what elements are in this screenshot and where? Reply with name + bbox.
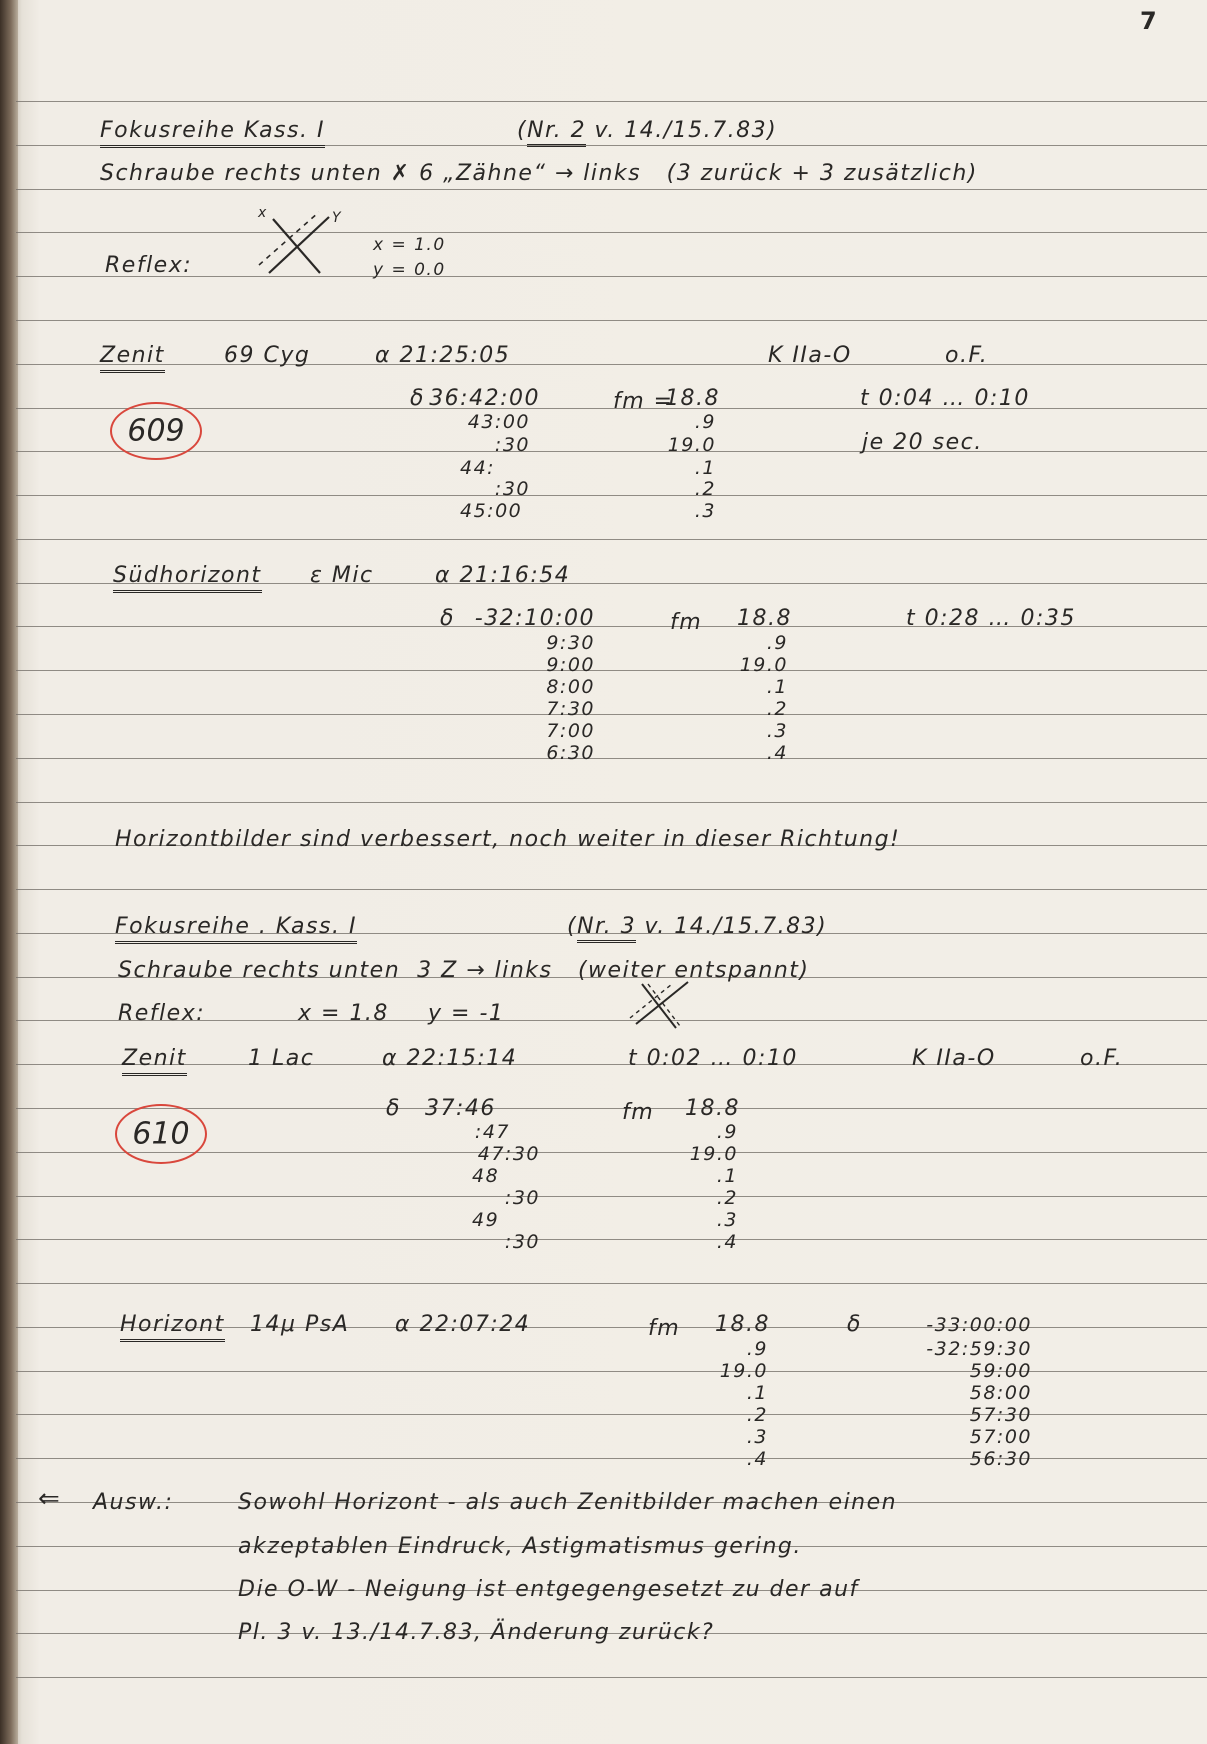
zenit2-delta-label: δ xyxy=(386,1096,401,1121)
zenit1-fm-4: .2 xyxy=(694,478,716,500)
zenit2-filter: o.F. xyxy=(1080,1046,1124,1071)
zenit2-alpha: α 22:15:14 xyxy=(382,1046,518,1071)
horizont-delta-3: 58:00 xyxy=(969,1382,1032,1404)
zenit1-delta-label: δ xyxy=(410,386,425,411)
reflex-label: Reflex: xyxy=(105,253,193,278)
ruled-line xyxy=(16,670,1207,671)
zenit1-exposure: je 20 sec. xyxy=(862,430,983,455)
zenit2-fm-4: .2 xyxy=(716,1187,738,1209)
zenit1-delta-2: :30 xyxy=(494,434,530,456)
horizont-object: 14μ PsA xyxy=(250,1312,350,1337)
sued-fm-3: .1 xyxy=(766,676,788,698)
section1-ref xyxy=(517,118,777,144)
sued-delta-4: 7:30 xyxy=(546,698,595,720)
zenit1-filter: o.F. xyxy=(945,343,989,368)
zenit2-fm-3: .1 xyxy=(716,1165,738,1187)
section2-reflex-y: y = -1 xyxy=(428,1001,505,1026)
horizont-delta-0: -33:00:00 xyxy=(926,1314,1032,1336)
plate-number-circle xyxy=(110,402,202,460)
horizont-fm-label: fm xyxy=(648,1316,681,1341)
ruled-line xyxy=(16,364,1207,365)
section2-reflex-label: Reflex: xyxy=(118,1001,206,1026)
reflex-cross-icon xyxy=(628,978,698,1033)
section1-title: Fokusreihe Kass. I xyxy=(100,118,325,148)
zenit1-fm-2: 19.0 xyxy=(667,434,716,456)
zenit1-delta-5: 45:00 xyxy=(460,500,523,522)
sued-alpha: α 21:16:54 xyxy=(435,563,571,588)
ref-prefix: ( xyxy=(517,118,528,143)
ruled-line xyxy=(16,451,1207,452)
sued-delta-1: 9:30 xyxy=(546,632,595,654)
ref-number: Nr. 3 xyxy=(577,914,636,943)
ruled-line xyxy=(16,758,1207,759)
zenit2-fm-2: 19.0 xyxy=(689,1143,738,1165)
evaluation-line-2: akzeptablen Eindruck, Astigmatismus gering. xyxy=(238,1534,802,1559)
horizont-alpha: α 22:07:24 xyxy=(395,1312,531,1337)
ruled-line xyxy=(16,1283,1207,1284)
zenit2-time: t 0:02 … 0:10 xyxy=(628,1046,798,1071)
zenit1-label: Zenit xyxy=(100,343,165,373)
zenit2-delta-3: 48 xyxy=(472,1165,500,1187)
notebook-binding xyxy=(0,0,18,1744)
ruled-line xyxy=(16,101,1207,102)
ruled-line xyxy=(16,889,1207,890)
horizont-fm-4: .2 xyxy=(746,1404,768,1426)
zenit2-delta-4: :30 xyxy=(504,1187,540,1209)
section2-ref xyxy=(567,914,827,940)
zenit1-delta-0: 36:42:00 xyxy=(429,386,540,411)
horizont-delta-6: 56:30 xyxy=(969,1448,1032,1470)
ruled-line xyxy=(16,495,1207,496)
zenit1-delta-3: 44: xyxy=(460,457,496,479)
zenit2-fm-1: .9 xyxy=(716,1121,738,1143)
zenit1-fm-1: .9 xyxy=(694,411,716,433)
sued-delta-5: 7:00 xyxy=(546,720,595,742)
ruled-line xyxy=(16,1108,1207,1109)
evaluation-line-1: Sowohl Horizont - als auch Zenitbilder machen einen xyxy=(238,1490,898,1515)
zenit2-delta-6: :30 xyxy=(504,1231,540,1253)
ruled-line xyxy=(16,802,1207,803)
zenit2-label: Zenit xyxy=(122,1046,187,1076)
zenit1-fm-5: .3 xyxy=(694,500,716,522)
sued-fm-4: .2 xyxy=(766,698,788,720)
horizont-fm-1: .9 xyxy=(746,1338,768,1360)
sued-object: ε Mic xyxy=(310,563,374,588)
ruled-line xyxy=(16,539,1207,540)
sued-fm-label: fm xyxy=(670,610,703,635)
zenit1-time: t 0:04 … 0:10 xyxy=(860,386,1030,411)
evaluation-line-4: Pl. 3 v. 13./14.7.83, Änderung zurück? xyxy=(238,1620,715,1645)
section1-screw-line: Schraube rechts unten ✗ 6 „Zähne“ → links (3 zurück + 3 zusätzlich) xyxy=(100,161,978,186)
sued-delta-6: 6:30 xyxy=(546,742,595,764)
horizont-delta-label: δ xyxy=(847,1312,862,1337)
zenit1-delta-1: 43:00 xyxy=(467,411,530,433)
ruled-line xyxy=(16,1196,1207,1197)
zenit2-fm-0: 18.8 xyxy=(685,1096,740,1121)
zenit1-fm-3: .1 xyxy=(694,457,716,479)
page-number: 7 xyxy=(1140,7,1159,35)
zenit1-delta-4: :30 xyxy=(494,478,530,500)
horizont-delta-2: 59:00 xyxy=(969,1360,1032,1382)
section2-title: Fokusreihe . Kass. I xyxy=(115,914,357,944)
sued-fm-2: 19.0 xyxy=(739,654,788,676)
ruled-line xyxy=(16,276,1207,277)
zenit2-plate: K IIa-O xyxy=(912,1046,996,1071)
sued-delta-0: -32:10:00 xyxy=(474,606,595,631)
zenit1-alpha: α 21:25:05 xyxy=(375,343,511,368)
zenit1-fm-label: fm = xyxy=(613,389,674,414)
zenit2-fm-6: .4 xyxy=(716,1231,738,1253)
zenit2-object: 1 Lac xyxy=(248,1046,315,1071)
evaluation-label: Ausw.: xyxy=(93,1490,174,1515)
sued-time: t 0:28 … 0:35 xyxy=(906,606,1076,631)
section2-reflex-x: x = 1.8 xyxy=(298,1001,389,1026)
zenit1-object: 69 Cyg xyxy=(224,343,311,368)
zenit2-fm-5: .3 xyxy=(716,1209,738,1231)
sued-fm-5: .3 xyxy=(766,720,788,742)
horizont-fm-3: .1 xyxy=(746,1382,768,1404)
plate-number-circle xyxy=(115,1104,207,1164)
horizont-fm-2: 19.0 xyxy=(719,1360,768,1382)
zenit2-fm-label: fm xyxy=(622,1100,655,1125)
ruled-line xyxy=(16,1064,1207,1065)
reflex-diagram-x-label: x xyxy=(258,205,268,221)
sued-fm-0: 18.8 xyxy=(737,606,792,631)
zenit2-delta-5: 49 xyxy=(472,1209,500,1231)
ruled-line xyxy=(16,1677,1207,1678)
horizont-delta-5: 57:00 xyxy=(969,1426,1032,1448)
zenit1-plate: K IIa-O xyxy=(768,343,852,368)
ruled-line xyxy=(16,320,1207,321)
plate-number: 609 xyxy=(127,413,185,449)
remark-horizon: Horizontbilder sind verbessert, noch weiter in dieser Richtung! xyxy=(115,827,901,852)
ref-date: v. 14./15.7.83) xyxy=(636,914,828,939)
horizont-fm-6: .4 xyxy=(746,1448,768,1470)
horizont-delta-1: -32:59:30 xyxy=(926,1338,1032,1360)
left-arrow-icon: ⇐ xyxy=(38,1484,62,1514)
ruled-line xyxy=(16,232,1207,233)
sued-delta-3: 8:00 xyxy=(546,676,595,698)
sued-label: Südhorizont xyxy=(113,563,262,593)
sued-delta-2: 9:00 xyxy=(546,654,595,676)
plate-number: 610 xyxy=(132,1116,190,1152)
section2-screw-line: Schraube rechts unten 3 Z → links (weiter entspannt) xyxy=(118,958,810,983)
ref-prefix: ( xyxy=(567,914,578,939)
horizont-delta-4: 57:30 xyxy=(969,1404,1032,1426)
evaluation-line-3: Die O-W - Neigung ist entgegengesetzt zu der auf xyxy=(238,1577,859,1602)
zenit2-delta-0: 37:46 xyxy=(425,1096,496,1121)
horizont-fm-5: .3 xyxy=(746,1426,768,1448)
horizont-label: Horizont xyxy=(120,1312,225,1342)
ruled-line xyxy=(16,714,1207,715)
sued-fm-1: .9 xyxy=(766,632,788,654)
ref-date: v. 14./15.7.83) xyxy=(586,118,778,143)
reflex-diagram-y-label: Y xyxy=(332,210,343,226)
ruled-line xyxy=(16,1239,1207,1240)
sued-delta-label: δ xyxy=(440,606,455,631)
ref-number: Nr. 2 xyxy=(527,118,586,147)
zenit1-fm-0: 18.8 xyxy=(665,386,720,411)
ruled-line xyxy=(16,189,1207,190)
zenit2-delta-2: 47:30 xyxy=(477,1143,540,1165)
reflex-x-value: x = 1.0 xyxy=(373,235,446,255)
zenit2-delta-1: :47 xyxy=(474,1121,510,1143)
reflex-y-value: y = 0.0 xyxy=(373,260,446,280)
sued-fm-6: .4 xyxy=(766,742,788,764)
horizont-fm-0: 18.8 xyxy=(715,1312,770,1337)
